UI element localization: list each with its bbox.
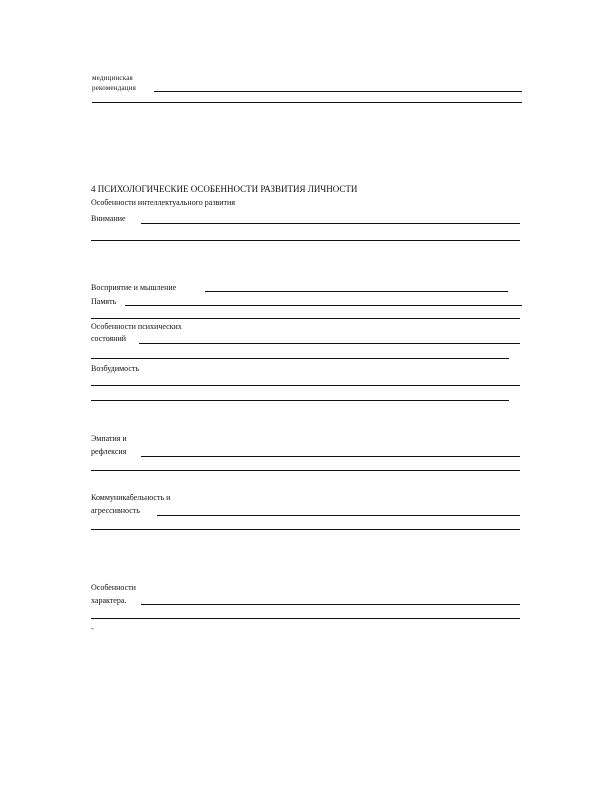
field-line-excitability-2[interactable] xyxy=(91,400,509,401)
field-line-attention[interactable] xyxy=(141,223,520,224)
field-label-communicability-2: агрессивность xyxy=(91,506,140,515)
field-line-character-2[interactable] xyxy=(91,618,520,619)
field-label-memory: Память xyxy=(91,297,117,306)
field-label-empathy-1: Эмпатия и xyxy=(91,434,127,443)
header-rule-2 xyxy=(92,102,522,103)
section-title: 4 ПСИХОЛОГИЧЕСКИЕ ОСОБЕННОСТИ РАЗВИТИЯ ЛИЧНОСТИ xyxy=(91,184,358,194)
header-label-1: медицинская xyxy=(92,74,133,82)
field-line-communicability[interactable] xyxy=(157,515,520,516)
field-line-empathy[interactable] xyxy=(141,456,520,457)
field-label-character-1: Особенности xyxy=(91,583,136,592)
field-line-memory[interactable] xyxy=(125,305,522,306)
field-label-perception: Восприятие и мышление xyxy=(91,283,177,292)
field-label-mental-states-1: Особенности психических xyxy=(91,322,182,331)
section-subtitle: Особенности интеллектуального развития xyxy=(91,198,235,207)
header-label-2: рекомендация xyxy=(92,84,137,92)
field-line-mental-states-2[interactable] xyxy=(91,358,509,359)
field-line-attention-2[interactable] xyxy=(91,240,520,241)
field-line-empathy-2[interactable] xyxy=(91,470,520,471)
field-line-mental-states[interactable] xyxy=(139,343,520,344)
field-label-communicability-1: Коммуникабельность и xyxy=(91,493,171,502)
field-line-perception[interactable] xyxy=(205,291,508,292)
field-label-attention: Внимание xyxy=(91,214,126,223)
footer-mark: - xyxy=(91,624,94,633)
field-label-empathy-2: рефлексия xyxy=(91,447,127,456)
field-label-excitability: Возбудимость xyxy=(91,364,140,373)
field-line-communicability-2[interactable] xyxy=(91,529,520,530)
field-label-mental-states-2: состояний xyxy=(91,334,127,343)
header-rule-1 xyxy=(154,91,522,92)
field-line-character[interactable] xyxy=(141,604,520,605)
field-line-excitability[interactable] xyxy=(91,385,520,386)
field-label-character-2: характера. xyxy=(91,596,127,605)
field-line-memory-2[interactable] xyxy=(91,318,520,319)
